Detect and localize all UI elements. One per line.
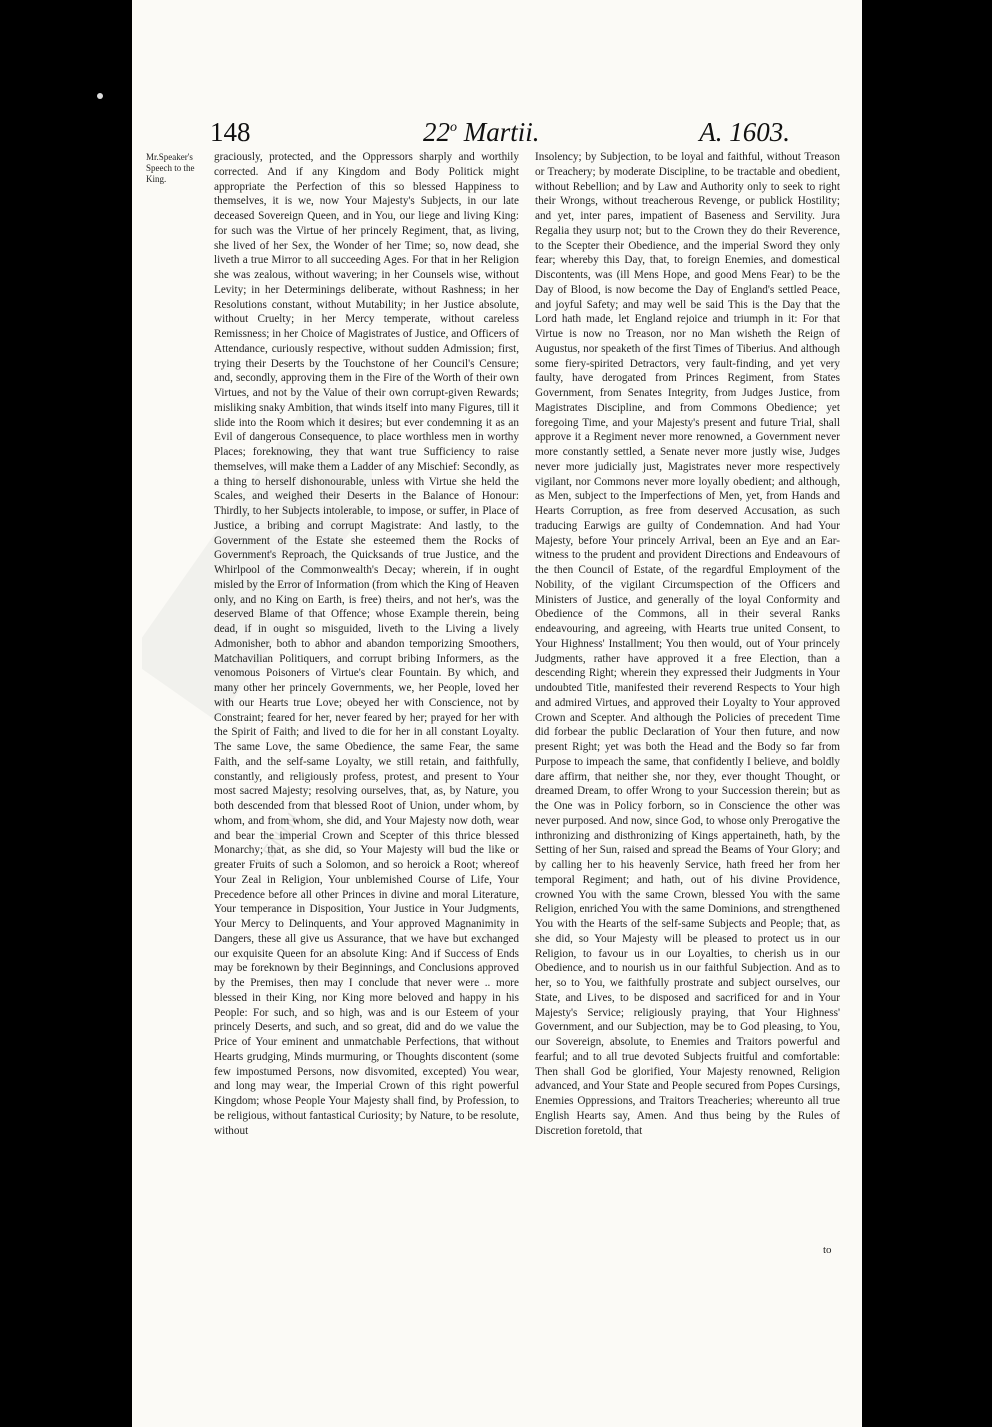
year-heading: A. 1603. xyxy=(699,117,790,147)
left-column-text: graciously, protected, and the Oppressors sharply and worthily corrected. And if any Kingdom and Body Politick might appropriate the Perfection of this so blessed Happiness to themselves, it is we, now Your Majesty's Subjects, in our late deceased Sovereign Queen, and in You, our liege and living King: for such was the Virtue of her princely Regiment, that, as living, she lived of her Sex, the Wonder of her Time; so, now dead, she liveth a true Mirror to all succeeding Ages. For that in her Religion she was zealous, without wavering; in her Counsels wise, without Levity; in her Determinings deliberate, without Rashness; in her Resolutions constant, without Mutability; in her Justice absolute, without Cruelty; in her Mercy temperate, without careless Remissness; in her Choice of Magistrates of Justice, and Officers of Attendance, curiously respective, without sudden Admission; first, trying their Deserts by the Touchstone of her Council's Censure; and, secondly, approving them in the Fire of the Worth of their own Virtues, and not by the Value of their own corrupt-given Rewards; misliking snaky Ambition, that winds itself into many Figures, till it slide into the Room which it desires; but ever condemning it as an Evil of dangerous Consequence, to place worthless men in worthy Places; foreknowing, they that want true Sufficiency to raise themselves, will make them a Ladder of any Mischief: Secondly, as a thing to herself dishonourable, unless with Virtue she held the Scales, and weighed their Deserts in the Balance of Honour: Thirdly, to her Subjects intolerable, to impose, or suffer, in Place of Justice, a bribing and corrupt Magistrate: And lastly, to the Government of the Estate she esteemed them the Rocks of Government's Reproach, the Quicksands of true Justice, and the Whirlpool of the Commonwealth's Decay; wherein, if in ought misled by the Error of Information (from which the King of Heaven only, and no King on Earth, is free) theirs, and not her's, was the deserved Blame of that Offence; whose Example therein, being dead, if in ought so misguided, liveth to the Living a lively Admonisher, both to abhor and abandon temporizing Smoothers, Matchavilian Politiquers, and corrupt bribing Informers, as the venomous Poisoners of Virtue's clear Fountain. By which, and many other her princely Governments, we, her People, loved her with our Hearts true Love; obeyed her with Conscience, not by Constraint; feared for her, never feared by her; prayed for her with the Spirit of Faith; and lived to die for her in all constant Loyalty. The same Love, the same Obedience, the same Fear, the same Faith, and the self-same Loyalty, we still retain, and faithfully, constantly, and religiously profess, protest, and present to Your most sacred Majesty; resolving ourselves, that, as, by Nature, you both descended from that blessed Root of Union, under whom, by whom, and from whom, she did, and Your Majesty now doth, wear and bear the imperial Crown and Scepter of this thrice blessed Monarchy; that, as she did, so Your Majesty will bud the like or greater Fruits of such a Solomon, and so heroick a Root; whereof Your Zeal in Religion, Your unblemished Course of Life, Your Precedence before all other Princes in divine and moral Literature, Your temperance in Disposition, Your Justice in Your Judgments, Your Mercy to Delinquents, and Your approved Magnanimity in Dangers, these all give us Assurance, that we have but exchanged our exquisite Queen for an absolute King: And if Success of Ends may be foreknown by their Beginnings, and Conclusions approved by the Premises, then may I conclude that never were .. more blessed in their King, nor King more beloved and happy in his People: For such, and so high, was and is our Esteem of your princely Deserts, and such, and so great, did and do we value the Price of Your eminent and unmatchable Perfections, that without Hearts grudging, Minds murmuring, or Thoughts discontent (some few impostumed Persons, now disvomited, excepted) You wear, and long may wear, the Imperial Crown of this right powerful Kingdom; whose People Your Majesty shall find, by Profession, to be religious, without fantastical Curiosity; by Nature, to be resolute, without xyxy=(214,151,519,1137)
text-column-left xyxy=(214,150,519,1138)
watermark-text: LENIN xyxy=(252,807,306,873)
date-suffix: o xyxy=(450,120,457,135)
page-number: 148 xyxy=(210,117,251,147)
text-column-right xyxy=(535,150,840,1138)
scan-mark xyxy=(97,93,103,99)
right-column-text: Insolency; by Subjection, to be loyal and faithful, without Treason or Treachery; by moderate Discipline, to be tractable and obedient, without Rebellion; and by Law and Authority only to seek to right their Wrongs, without treacherous Revenge, or publick Hostility; and yet, inter pares, impatient of Baseness and Servility. Jura Regalia they usurp not; but to the Crown they do their Reverence, to the Scepter their Obedience, and the imperial Sword they only fear; whereby this Day, that, to foreign Enemies, and domestical Discontents, was (ill Mens Hope, and good Mens Fear) to be the Day of Blood, is now become the Day of England's settled Peace, and joyful Safety; and may well be said This is the Day that the Lord hath made, let England rejoice and triumph in it: For that Virtue is now no Treason, nor no Man wisheth the Reign of Augustus, nor speaketh of the first Times of Tiberius. And although some fiery-spirited Detractors, very fault-finding, and yet very faulty, have derogated from Princes Regiment, from States Government, from Senates Integrity, from Judges Justice, from Magistrates Discipline, and from Commons Obedience; yet foregoing Time, and your Majesty's present and future Trial, shall approve it a Regiment never more renowned, a Government never more constantly settled, a Senate never more justly wise, Judges never more judicially just, Magistrates never more respectively vigilant, nor Commons never more loyally obedient; and although, as Men, subject to the Imperfections of Men, yet, from Hands and Hearts Corruption, as free from deserved Accusation, as such traducing Earwigs are guilty of Condemnation. And had Your Majesty, before Your princely Arrival, been an Eye and an Ear-witness to the prudent and provident Directions and Endeavours of the then Council of Estate, of the regardful Employment of the Nobility, of the vigilant Circumspection of the Officers and Ministers of Justice, and generally of the loyal Conformity and Obedience of the Commons, all in their several Ranks endeavouring, and agreeing, with Hearts true united Consent, to Your Highness' Installment; You then would, out of Your princely Judgments, rather have approved it a free Election, than a descending Right; wherein they expressed their Judgments in Your undoubted Title, manifested their reverend Respects to Your high and admired Virtues, and approved their Loyalty to Your approved Crown and Scepter. And although the Policies of precedent Time did forbear the public Declaration of Your then future, and now present Right; yet was both the Head and the Body so far from Purpose to impeach the same, that confidently I believe, and boldly dare affirm, that neither she, nor they, ever thought Thought, or dreamed Dream, to offer Wrong to your Succession therein; but as the One was in Policy forborn, so in Conscience the other was never purposed. And now, since God, to whose only Prerogative the inthronizing and disthronizing of Kings appertaineth, hath, by the Setting of her Sun, raised and spread the Beams of Your Glory; and by calling her to his heavenly Service, hath freed her from her temporal Regiment; and hath, out of his divine Providence, crowned You with the same Crown, blessed You with the same Religion, enriched You with the same Dominions, and strengthened You with the Hearts of the self-same Subjects and People; that, as she did, so Your Majesty will be pleased to protect us in our Religion, to favour us in our Loyalties, to cherish us in our Obedience, and to nourish us in our faithful Subjection. And as to her, so to You, we faithfully prostrate and subject ourselves, our State, and Lives, to be disposed and sacrificed for and in Your Majesty's Service; religiously praying, that Your Highness' Government, and our Subjection, may be to God pleasing, to You, our Sovereign, absolute, to Enemies and Traitors powerful and fearful; and to all true devoted Subjects fruitful and comfortable: Then shall God be glorified, Your Majesty renowned, Religion advanced, and Your State and People secured from Popes Cursings, Enemies Oppressions, and Traitors Treacheries; whereunto all true English Hearts say, Amen. And thus being by the Rules of Discretion foretold, that xyxy=(535,151,840,1137)
book-page xyxy=(132,0,862,1427)
catchword: to xyxy=(823,1244,832,1256)
margin-note: Mr.Speaker's Speech to the King. xyxy=(146,152,195,184)
date-word: Martii. xyxy=(463,117,540,147)
date-number: 22 xyxy=(423,117,450,147)
date-heading xyxy=(423,117,540,148)
